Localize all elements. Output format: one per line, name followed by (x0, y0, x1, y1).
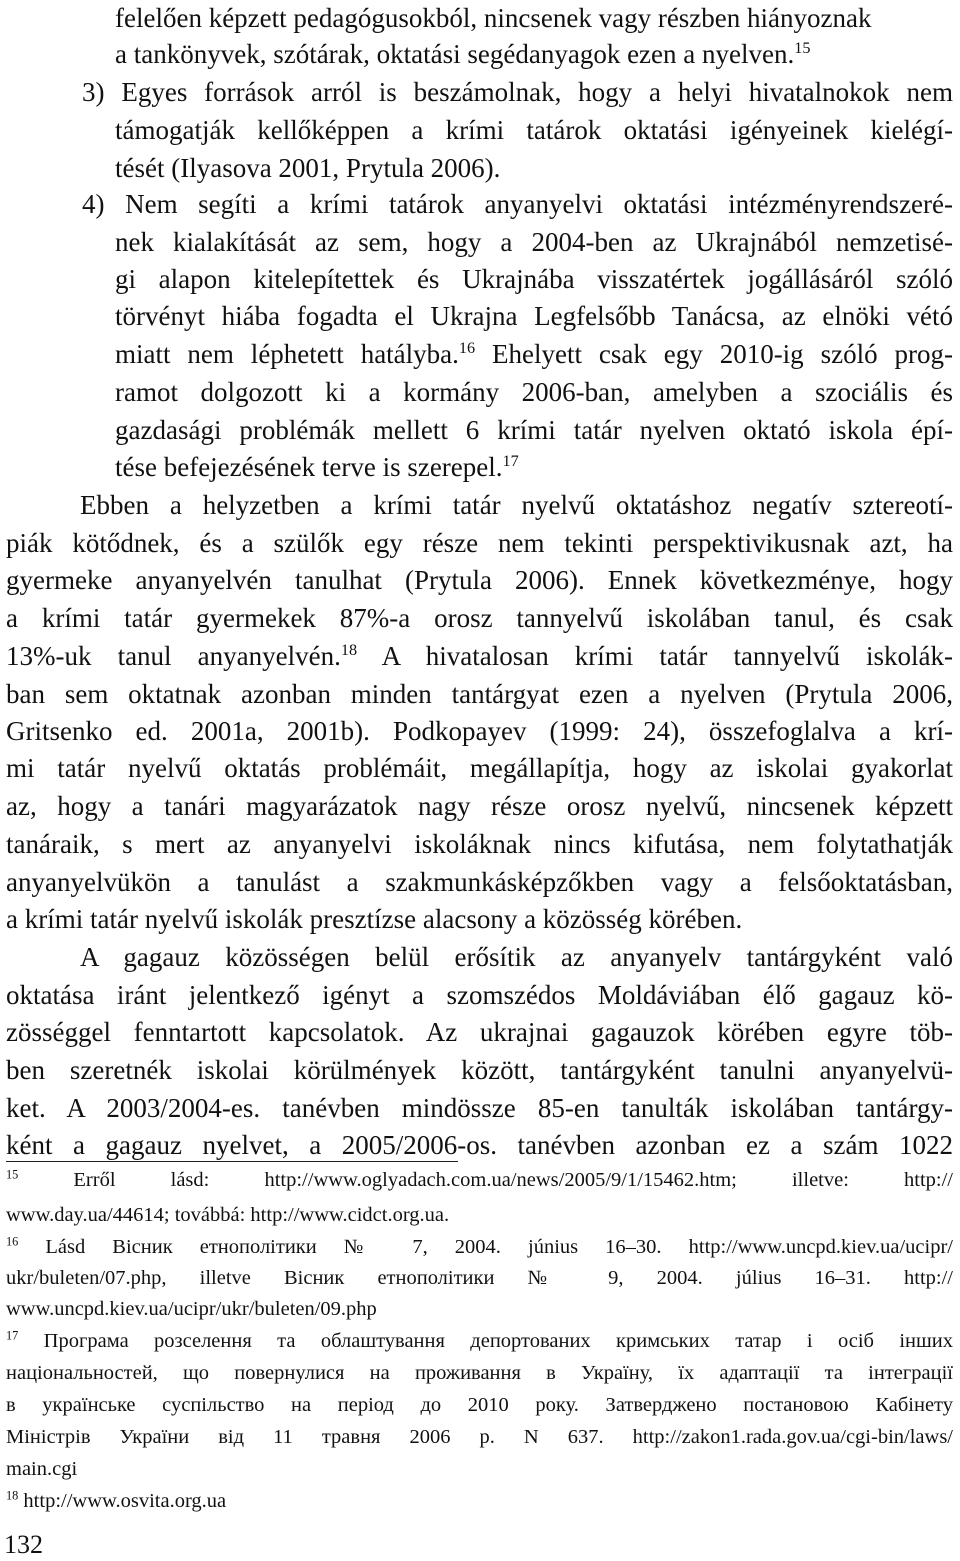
footnote-line (6, 1166, 953, 1194)
line-text: anyanyelvükön a tanulást a szakmunkásképzőkben vagy a felsőoktatásban, (6, 867, 953, 897)
text-line (6, 600, 953, 636)
footnote-line (6, 1201, 953, 1229)
footnote-number: 16 (6, 1234, 19, 1249)
text-line (6, 977, 953, 1013)
footnote-line (6, 1295, 953, 1323)
page-number: 132 (4, 1530, 43, 1559)
line-text: A hivatalosan krími tatár tannyelvű iskolák- (357, 641, 953, 671)
text-line (80, 487, 953, 523)
line-text: ben szeretnék iskolai körülmények között, tantárgyként tanulni anyanyelvü- (6, 1055, 953, 1085)
footnote-number: 18 (6, 1488, 19, 1503)
line-text: ban sem oktatnak azonban minden tantárgyat ezen a nyelven (Prytula 2006, (6, 679, 953, 709)
footnote-line (6, 1264, 953, 1292)
line-text: gazdasági problémák mellett 6 krími tatár nyelven oktató iskola épí- (115, 415, 953, 445)
text-line (115, 0, 953, 36)
line-text: ramot dolgozott ki a kormány 2006-ban, amelyben a szociális és (115, 377, 953, 407)
text-line (80, 939, 953, 975)
line-text: ket. A 2003/2004-es. tanévben mindössze 85-en tanulták iskolában tantárgy- (6, 1093, 953, 1123)
footnote-line (6, 1391, 953, 1419)
footnote-number: 15 (6, 1167, 19, 1182)
line-text: piák kötődnek, és a szülők egy része nem tekinti perspektivikusnak azt, ha (6, 528, 953, 558)
text-line (6, 1127, 953, 1163)
line-text: www.day.ua/44614; továbbá: http://www.cidct.org.ua. (6, 1204, 450, 1226)
text-line (115, 224, 953, 260)
footnote-ref: 15 (794, 38, 811, 57)
line-text: Gritsenko ed. 2001a, 2001b). Podkopayev (1999: 24), összefoglalva a krí- (6, 716, 953, 746)
text-line (6, 901, 953, 937)
line-text: Міністрів України від 11 травня 2006 р. N 637. http://zakon1.rada.gov.ua/cgi-bin/laws/ (6, 1426, 953, 1448)
footnote-line (6, 1455, 953, 1483)
footnote-line (6, 1233, 953, 1261)
text-line (82, 186, 953, 222)
line-text: Ebben a helyzetben a krími tatár nyelvű oktatáshoz negatív sztereotí- (80, 490, 953, 520)
footnote-text: http://www.osvita.org.ua (18, 1490, 227, 1512)
line-text: a tankönyvek, szótárak, oktatási segédanyagok ezen a nyelven. (115, 39, 795, 69)
line-text: tését (Ilyasova 2001, Prytula 2006). (115, 153, 501, 183)
text-line (115, 412, 953, 448)
text-line (115, 150, 953, 186)
line-text: main.cgi (6, 1458, 78, 1480)
footnote-ref: 16 (458, 338, 476, 357)
footnote-line (6, 1359, 953, 1387)
line-text: ukr/buleten/07.php, illetve Вісник етнополітики № 9, 2004. július 16–31. http:// (6, 1267, 953, 1289)
line-text: a krími tatár gyermekek 87%-a orosz tannyelvű iskolában tanul, és csak (6, 603, 953, 633)
text-line (6, 1090, 953, 1126)
text-line (115, 298, 953, 334)
footnote-line (6, 1423, 953, 1451)
text-line (115, 374, 953, 410)
footnote-number: 17 (6, 1328, 19, 1343)
line-text: tése befejezésének terve is szerepel. (115, 452, 503, 482)
line-text: gi alapon kitelepítettek és Ukrajnába visszatértek jogállásáról szóló (115, 264, 953, 294)
footnote-ref: 18 (340, 640, 358, 659)
text-line (115, 36, 953, 72)
text-line (115, 112, 953, 148)
footnote-separator (6, 1161, 458, 1162)
line-text: A gagauz közösségen belül erősítik az anyanyelv tantárgyként való (80, 942, 953, 972)
line-text: zösséggel fenntartott kapcsolatok. Az ukrajnai gagauzok körében egyre töb- (6, 1017, 953, 1047)
line-text: 3) Egyes források arról is beszámolnak, hogy a helyi hivatalnokok nem (82, 77, 953, 107)
text-line (6, 525, 953, 561)
footnote-text: Erről lásd: http://www.oglyadach.com.ua/news/2005/9/1/15462.htm; illetve: http:// (18, 1169, 953, 1191)
text-line (6, 638, 953, 674)
footnote-ref: 17 (502, 451, 519, 470)
line-text: національностей, що повернулися на проживання в Україну, їх адаптації та інтеграції (6, 1362, 953, 1384)
text-line (6, 1014, 953, 1050)
line-text: 4) Nem segíti a krími tatárok anyanyelvi oktatási intézményrendszeré- (82, 189, 953, 219)
text-line (82, 74, 953, 110)
line-text: nek kialakítását az sem, hogy a 2004-ben az Ukrajnából nemzetisé- (115, 227, 953, 257)
footnote-line (6, 1487, 953, 1515)
text-line (6, 864, 953, 900)
text-line (6, 788, 953, 824)
line-text: tanáraik, s mert az anyanyelvi iskoláknak nincs kifutása, nem folytathatják (6, 829, 953, 859)
footnote-text: Програма розселення та облаштування депортованих кримських татар і осіб інших (18, 1330, 953, 1352)
line-text: Ehelyett csak egy 2010-ig szóló prog- (475, 339, 953, 369)
text-line (6, 562, 953, 598)
line-text: támogatják kellőképpen a krími tatárok oktatási igényeinek kielégí- (115, 115, 953, 145)
line-text: törvényt hiába fogadta el Ukrajna Legfelsőbb Tanácsa, az elnöki vétó (115, 301, 953, 331)
line-text: mi tatár nyelvű oktatás problémáit, megállapítja, hogy az iskolai gyakorlat (6, 753, 953, 783)
text-line (115, 449, 953, 485)
text-line (6, 1052, 953, 1088)
footnote-text: Lásd Вісник етнополітики № 7, 2004. június 16–30. http://www.uncpd.kiev.ua/ucipr/ (18, 1236, 953, 1258)
text-line (6, 826, 953, 862)
line-text: a krími tatár nyelvű iskolák presztízse alacsony a közösség körében. (6, 904, 743, 934)
line-text: oktatása iránt jelentkező igényt a szomszédos Moldáviában élő gagauz kö- (6, 980, 953, 1010)
footnote-line (6, 1327, 953, 1355)
line-text: az, hogy a tanári magyarázatok nagy része orosz nyelvű, nincsenek képzett (6, 791, 953, 821)
line-text: felelően képzett pedagógusokból, nincsenek vagy részben hiányoznak (115, 3, 872, 33)
text-line (6, 713, 953, 749)
line-text: 13%-uk tanul anyanyelvén. (6, 641, 341, 671)
text-line (115, 261, 953, 297)
text-line (6, 676, 953, 712)
line-text: в українське суспільство на період до 2010 року. Затверджено постановою Кабінету (6, 1394, 953, 1416)
line-text: ként a gagauz nyelvet, a 2005/2006-os. tanévben azonban ez a szám 1022 (6, 1130, 953, 1160)
line-text: gyermeke anyanyelvén tanulhat (Prytula 2006). Ennek következménye, hogy (6, 565, 953, 595)
line-text: www.uncpd.kiev.ua/ucipr/ukr/buleten/09.php (6, 1298, 377, 1320)
text-line (115, 336, 953, 372)
line-text: miatt nem léphetett hatályba. (115, 339, 459, 369)
text-line (6, 750, 953, 786)
